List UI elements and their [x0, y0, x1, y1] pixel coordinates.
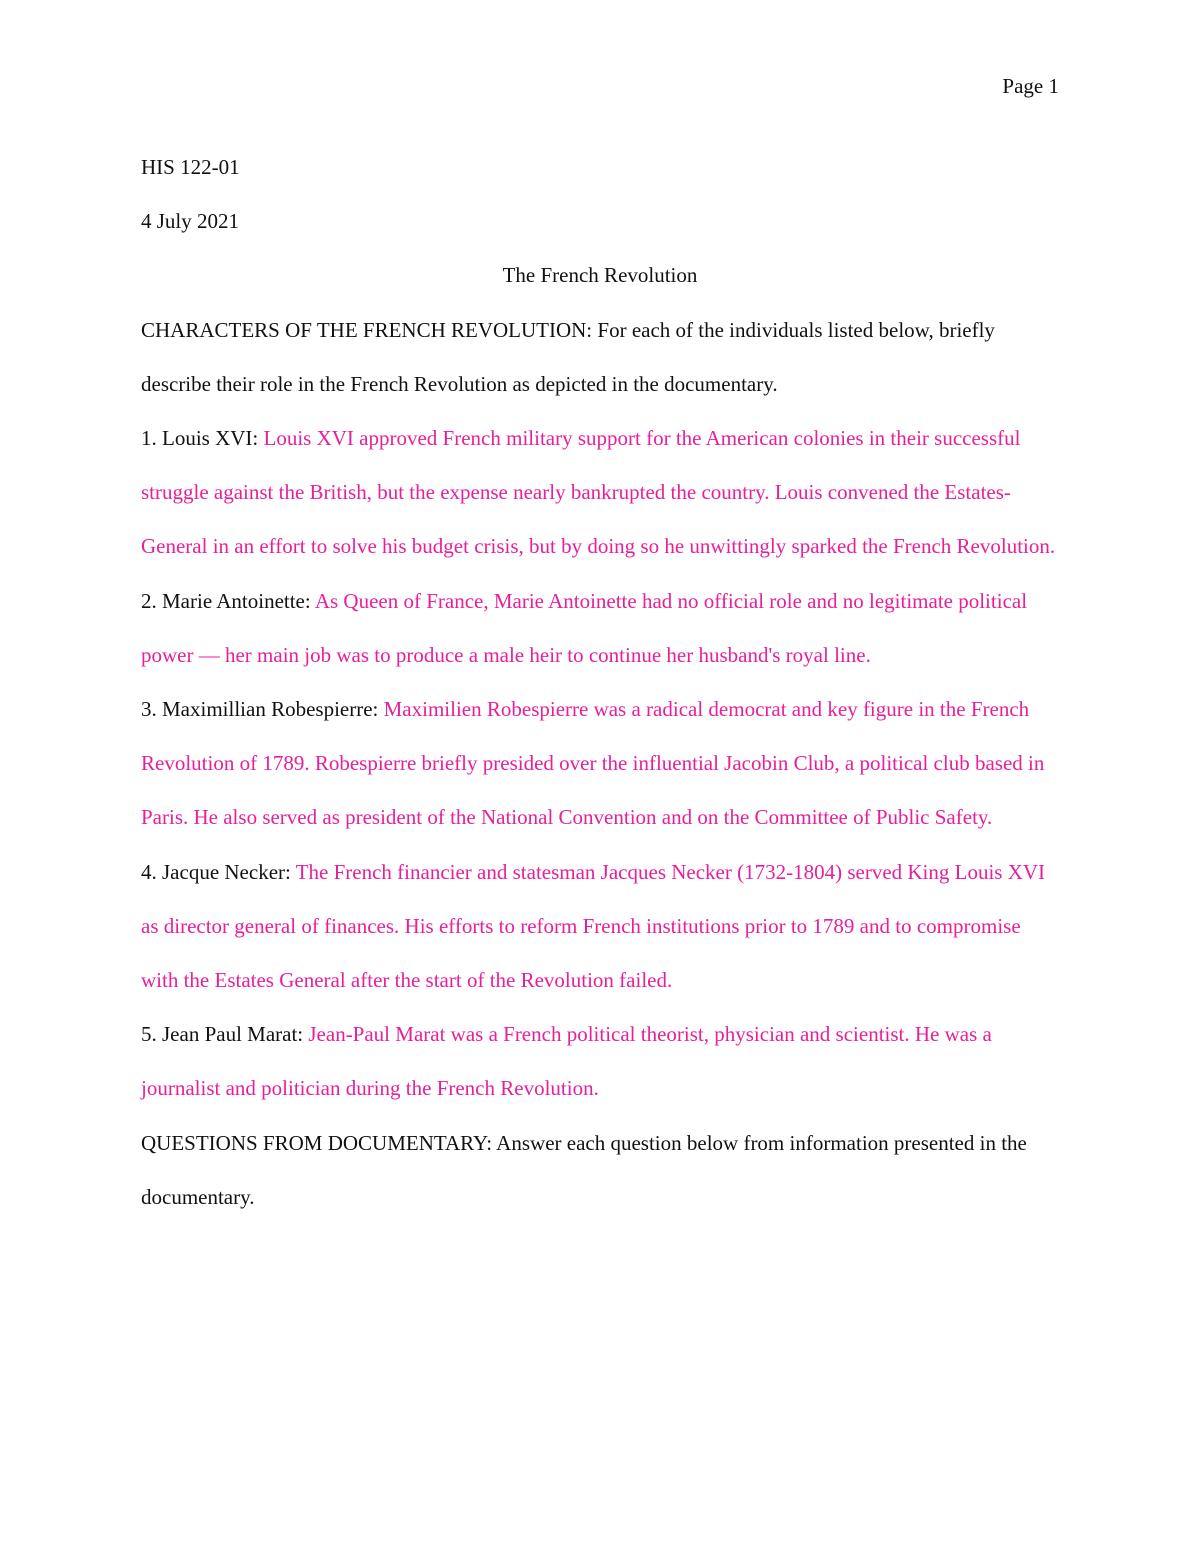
character-item-louis-xvi	[141, 411, 1059, 574]
character-item-necker	[141, 845, 1059, 1008]
character-label: 2. Marie Antoinette:	[141, 588, 315, 613]
character-answer: The French financier and statesman Jacques Necker (1732-1804) served King Louis XVI as director general of finances. His efforts to reform French institutions prior to 1789 and to compromise with the Estates General after the start of the Revolution failed.	[141, 859, 1046, 993]
character-item-robespierre	[141, 682, 1059, 845]
character-answer: Louis XVI approved French military support for the American colonies in their successful struggle against the British, but the expense nearly bankrupted the country. Louis convened the Estates-General in an effort to solve his budget crisis, but by doing so he unwittingly sparked the French Revolution.	[141, 426, 1056, 559]
course-code: HIS 122-01	[141, 155, 240, 179]
character-label: 5. Jean Paul Marat:	[141, 1022, 309, 1047]
document-body	[141, 140, 1059, 1224]
character-label: 1. Louis XVI:	[141, 426, 264, 451]
character-item-marie-antoinette	[141, 574, 1059, 682]
character-item-marat	[141, 1007, 1059, 1115]
character-answer: As Queen of France, Marie Antoinette had no official role and no legitimate political power — her main job was to produce a male heir to continue her husband's royal line.	[141, 588, 1028, 667]
questions-intro: QUESTIONS FROM DOCUMENTARY: Answer each question below from information presented in the documentary.	[141, 1130, 1027, 1209]
characters-intro: CHARACTERS OF THE FRENCH REVOLUTION: For each of the individuals listed below, briefly describe their role in the French Revolution as depicted in the documentary.	[141, 317, 995, 396]
character-answer: Jean-Paul Marat was a French political theorist, physician and scientist. He was a journalist and politician during the French Revolution.	[141, 1022, 992, 1101]
character-label: 3. Maximillian Robespierre:	[141, 697, 384, 722]
document-title: The French Revolution	[502, 263, 698, 288]
document-date: 4 July 2021	[141, 209, 240, 234]
page-number: Page 1	[1002, 74, 1059, 98]
character-label: 4. Jacque Necker:	[141, 859, 296, 884]
character-answer: Maximilien Robespierre was a radical democrat and key figure in the French Revolution of 1789. Robespierre briefly presided over the influential Jacobin Club, a political club based in Paris. He also served as president of the National Convention and on the Committee of Public Safety.	[141, 697, 1045, 830]
